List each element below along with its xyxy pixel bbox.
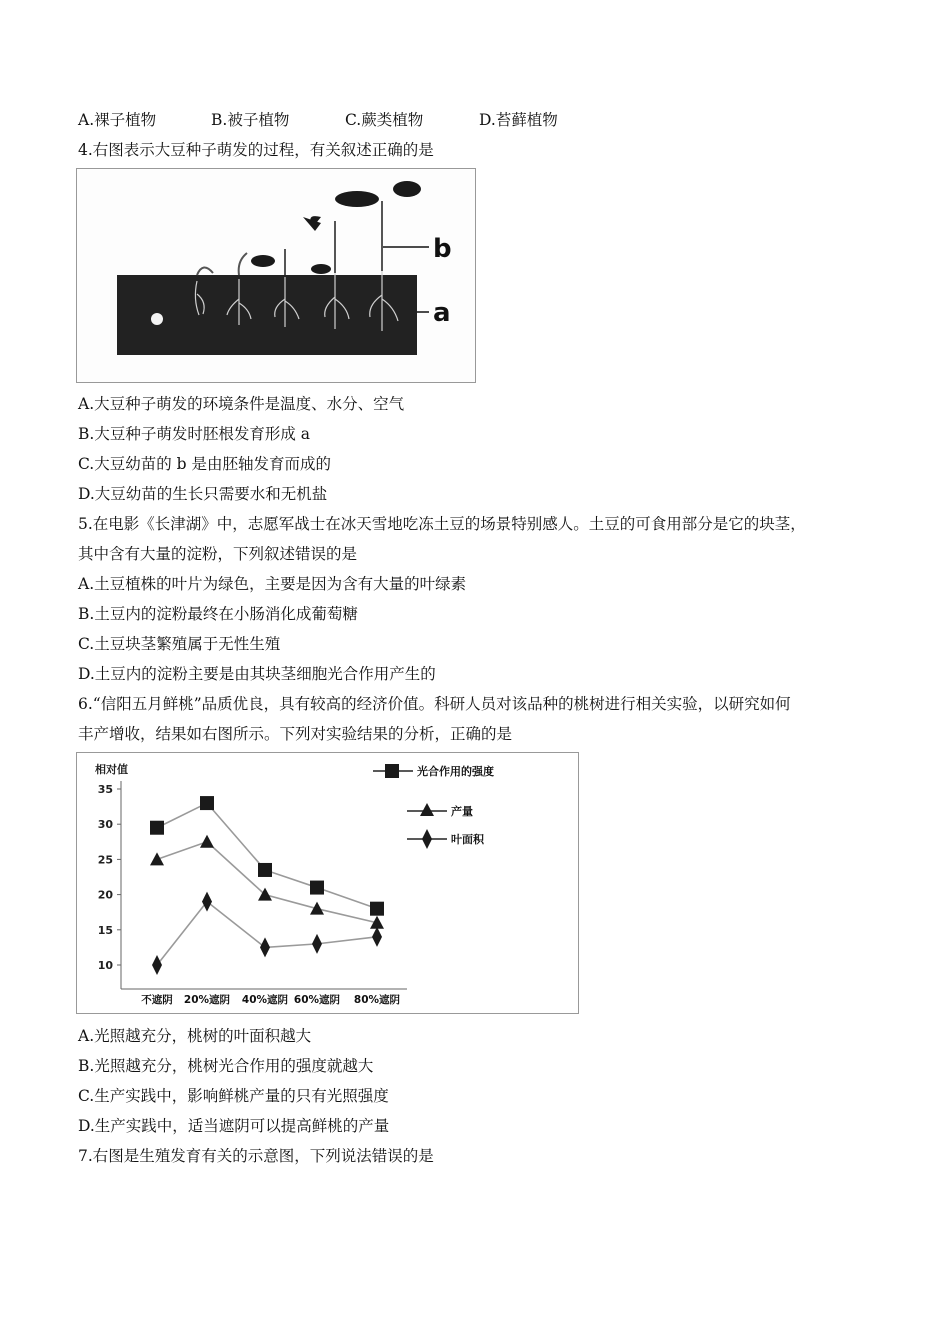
q7-stem: 7.右图是生殖发育有关的示意图，下列说法错误的是 <box>78 1147 434 1165</box>
x-tick-label-1: 20%遮阴 <box>183 994 231 1006</box>
y-tick-label-1: 15 <box>97 923 113 937</box>
point-square-2 <box>258 863 272 877</box>
q6-option-b: B.光照越充分，桃树光合作用的强度就越大 <box>78 1057 374 1075</box>
q3-option-a: A.裸子植物 <box>78 111 157 129</box>
q6-shading-chart <box>76 752 579 1014</box>
y-tick-label-4: 30 <box>97 818 113 832</box>
legend-marker-square <box>385 764 399 778</box>
legend-label-1: 产量 <box>451 805 473 818</box>
q4-option-c: C.大豆幼苗的 b 是由胚轴发育而成的 <box>78 455 332 473</box>
q4-option-a: A.大豆种子萌发的环境条件是温度、水分、空气 <box>78 395 405 413</box>
q3-option-c: C.蕨类植物 <box>345 111 424 129</box>
q3-option-d: D.苔藓植物 <box>479 111 558 129</box>
q5-option-b: B.土豆内的淀粉最终在小肠消化成葡萄糖 <box>78 605 358 623</box>
q5-option-c: C.土豆块茎繁殖属于无性生殖 <box>78 635 281 653</box>
chart-ylabel: 相对值 <box>95 763 128 776</box>
x-tick-label-3: 60%遮阴 <box>293 994 341 1006</box>
label-a: a <box>433 298 451 328</box>
y-tick-label-0: 10 <box>97 959 113 972</box>
q5-option-d: D.土豆内的淀粉主要是由其块茎细胞光合作用产生的 <box>78 665 436 683</box>
q4-option-d: D.大豆幼苗的生长只需要水和无机盐 <box>78 485 328 503</box>
q6-option-c: C.生产实践中，影响鲜桃产量的只有光照强度 <box>78 1087 389 1105</box>
q6-stem-line1: 6.“信阳五月鲜桃”品质优良，具有较高的经济价值。科研人员对该品种的桃树进行相关实验，以研究如何 <box>78 695 791 713</box>
q6-option-a: A.光照越充分，桃树的叶面积越大 <box>78 1027 312 1045</box>
legend-label-0: 光合作用的强度 <box>417 765 494 778</box>
x-tick-label-2: 40%遮阴 <box>241 994 289 1006</box>
y-tick-label-3: 25 <box>97 853 113 867</box>
point-square-1 <box>200 796 214 810</box>
q4-stem: 4.右图表示大豆种子萌发的过程，有关叙述正确的是 <box>78 141 434 159</box>
q4-option-b: B.大豆种子萌发时胚根发育形成 a <box>78 425 310 443</box>
q4-seedling-figure <box>76 168 476 383</box>
point-square-3 <box>310 881 324 895</box>
x-tick-label-0: 不遮阴 <box>141 994 173 1006</box>
point-square-4 <box>370 902 384 916</box>
q5-stem-line2: 其中含有大量的淀粉，下列叙述错误的是 <box>78 545 358 563</box>
x-tick-label-4: 80%遮阴 <box>353 994 401 1006</box>
q3-option-b: B.被子植物 <box>211 111 290 129</box>
q5-option-a: A.土豆植株的叶片为绿色，主要是因为含有大量的叶绿素 <box>78 575 467 593</box>
legend-label-2: 叶面积 <box>451 833 484 846</box>
y-tick-label-5: 35 <box>97 783 113 796</box>
soil-block <box>117 275 417 355</box>
q6-stem-line2: 丰产增收，结果如右图所示。下列对实验结果的分析，正确的是 <box>78 725 513 743</box>
label-b: b <box>433 234 452 264</box>
y-tick-label-2: 20 <box>97 888 113 902</box>
q5-stem-line1: 5.在电影《长津湖》中，志愿军战士在冰天雪地吃冻土豆的场景特别感人。土豆的可食用部分是它的块茎， <box>78 515 806 533</box>
point-square-0 <box>150 821 164 835</box>
q6-option-d: D.生产实践中，适当遮阴可以提高鲜桃的产量 <box>78 1117 390 1135</box>
